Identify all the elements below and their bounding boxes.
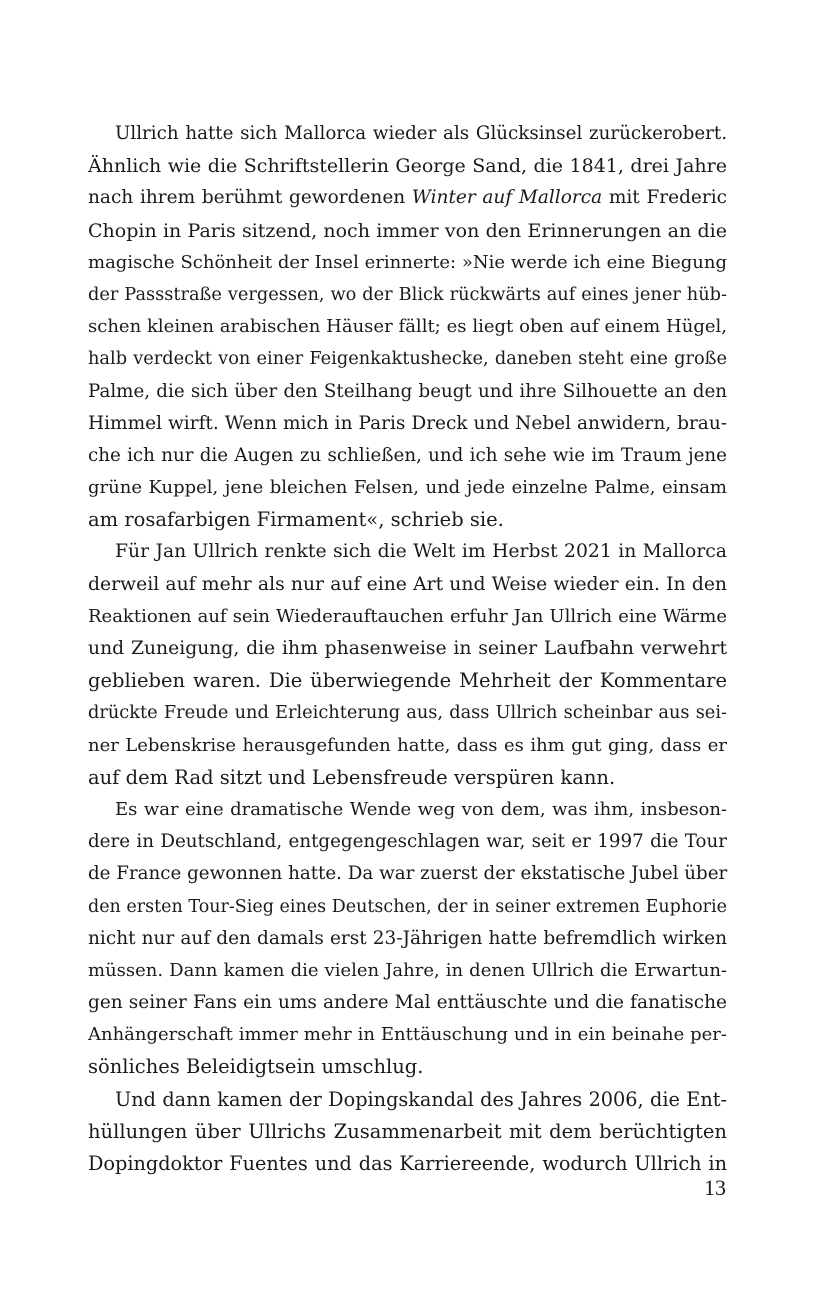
text-line: auf dem Rad sitzt und Lebensfreude verspüren kann. (88, 765, 616, 789)
text-line: halb verdeckt von einer Feigenkaktushecke, daneben steht eine große (88, 349, 727, 370)
text-run: mit Frederic (602, 187, 727, 209)
paragraph (88, 536, 727, 794)
text-line: Himmel wirft. Wenn mich in Paris Dreck und Nebel anwidern, brau- (88, 412, 727, 434)
text-line: Palme, die sich über den Steilhang beugt und ihre Silhouette an den (88, 380, 727, 402)
text-line: derweil auf mehr als nur auf eine Art und Weise wieder ein. In den (88, 573, 727, 595)
text-line (88, 182, 727, 214)
text-line: Für Jan Ullrich renkte sich die Welt im Herbst 2021 in Mallorca (115, 541, 727, 563)
text-line: schen kleinen arabischen Häuser fällt; es liegt oben auf einem Hügel, (88, 316, 727, 338)
text-line: müssen. Dann kamen die vielen Jahre, in denen Ullrich die Erwartun- (88, 959, 727, 981)
text-line: Chopin in Paris sitzend, noch immer von den Erinnerungen an die (88, 219, 727, 242)
book-title-italic: Winter auf Mallorca (411, 187, 603, 209)
text-line: ner Lebenskrise herausgefunden hatte, dass es ihm gut ging, dass er (88, 734, 727, 756)
body-text (88, 118, 727, 1180)
text-line: che ich nur die Augen zu schließen, und ich sehe wie im Traum jene (88, 444, 727, 466)
text-line: de France gewonnen hatte. Da war zuerst der ekstatische Jubel über (88, 863, 728, 885)
text-line: sönliches Beleidigtsein umschlug. (88, 1055, 424, 1079)
text-line: Anhängerschaft immer mehr in Enttäuschung und in ein beinahe per- (88, 1024, 727, 1046)
text-line: geblieben waren. Die überwiegende Mehrheit der Kommentare (88, 669, 727, 693)
text-line: Dopingdoktor Fuentes und das Karriereende, wodurch Ullrich in (88, 1152, 727, 1175)
paragraph (88, 794, 727, 1084)
text-line: drückte Freude und Erleichterung aus, dass Ullrich scheinbar aus sei- (88, 703, 727, 724)
text-line: Ullrich hatte sich Mallorca wieder als Glücksinsel zurückerobert. (115, 123, 727, 144)
text-line: hüllungen über Ullrichs Zusammenarbeit mit dem berüchtigten (88, 1119, 727, 1143)
text-line: nicht nur auf den damals erst 23-Jährigen hatte befremdlich wirken (88, 927, 727, 949)
text-line: Es war eine dramatische Wende weg von dem, was ihm, insbeson- (115, 798, 727, 820)
text-line: der Passstraße vergessen, wo der Blick rückwärts auf eines jener hüb- (88, 284, 727, 305)
text-line: magische Schönheit der Insel erinnerte: »Nie werde ich eine Biegung (88, 251, 727, 273)
text-line: und Zuneigung, die ihm phasenweise in seiner Laufbahn verwehrt (88, 638, 727, 659)
text-line: Ähnlich wie die Schriftstellerin George Sand, die 1841, drei Jahre (88, 155, 727, 178)
text-line: Und dann kamen der Dopingskandal des Jahres 2006, die Ent- (115, 1087, 727, 1111)
text-line: Reaktionen auf sein Wiederauftauchen erfuhr Jan Ullrich eine Wärme (88, 605, 727, 627)
page-number: 13 (704, 1175, 726, 1200)
text-line: am rosafarbigen Firmament«, schrieb sie. (88, 508, 504, 532)
paragraph (88, 1084, 727, 1181)
text-line: dere in Deutschland, entgegengeschlagen war, seit er 1997 die Tour (88, 831, 727, 853)
text-line: gen seiner Fans ein ums andere Mal enttäuschte und die fanatische (88, 992, 727, 1014)
text-line: den ersten Tour-Sieg eines Deutschen, der in seiner extremen Euphorie (88, 896, 727, 917)
text-line: grüne Kuppel, jene bleichen Felsen, und jede einzelne Palme, einsam (88, 477, 727, 499)
text-run: nach ihrem berühmt gewordenen (88, 187, 412, 209)
paragraph (88, 118, 727, 536)
